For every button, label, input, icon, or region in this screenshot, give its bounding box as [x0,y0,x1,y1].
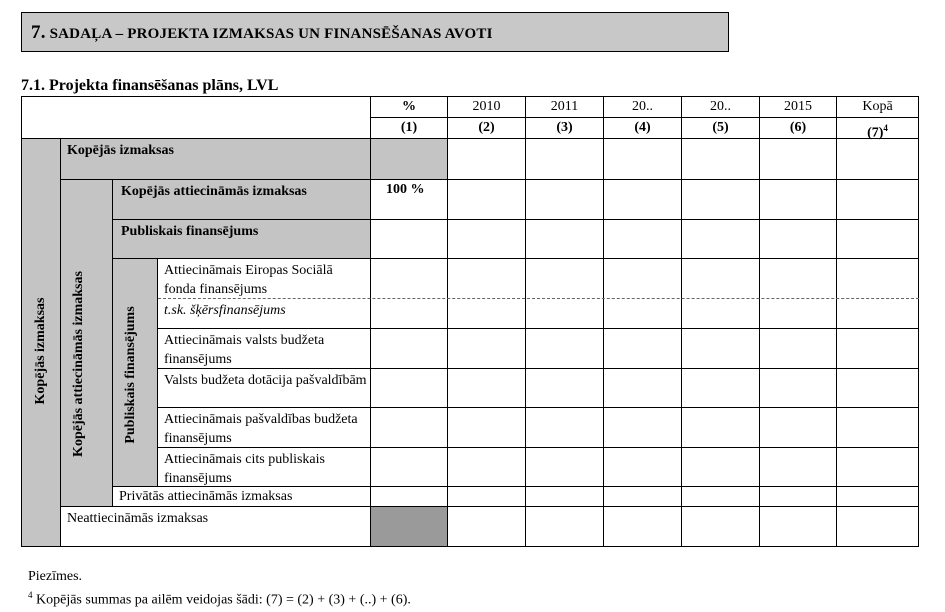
notes-heading: Piezīmes. [28,569,83,584]
row-total-eligible-pct: 100 % [371,180,448,220]
footnote-mark: 4 [28,590,33,600]
data-cell [526,220,604,259]
data-cell [604,408,682,448]
row-non-eligible-pct [371,507,448,547]
data-cell [760,259,837,329]
data-cell [448,369,526,408]
data-cell [682,139,760,180]
data-cell [526,369,604,408]
financing-plan-heading: 7.1. Projekta finansēšanas plāns, LVL [21,77,279,94]
data-cell [837,329,919,369]
middle-vertical-cell [61,180,113,507]
col-20b-header: 20.. [682,97,760,118]
data-cell [682,369,760,408]
data-cell [760,180,837,220]
data-cell [526,448,604,487]
col-5-index: (5) [682,118,760,139]
section-title-text: SADAĻA – PROJEKTA IZMAKSAS UN FINANSĒŠANAS AVOTI [49,26,493,42]
row-public-funding-pct [371,220,448,259]
col-2015-header: 2015 [760,97,837,118]
data-cell [604,220,682,259]
col-3-index: (3) [526,118,604,139]
data-cell [448,487,526,507]
data-cell [604,329,682,369]
inner-vertical-label: Publiskais finansējums [123,306,138,444]
data-cell [448,139,526,180]
notes [28,567,411,610]
data-cell [682,220,760,259]
row-state-budget-pct [371,329,448,369]
row-state-grant-pct [371,369,448,408]
data-cell [448,180,526,220]
row-esf-pct [371,259,448,329]
row-public-funding-label: Publiskais finansējums [113,220,371,259]
inner-vertical-cell [113,259,158,487]
data-cell [760,507,837,547]
data-cell [760,487,837,507]
outer-vertical-label: Kopējās izmaksas [33,297,48,405]
row-municipal-budget-pct [371,408,448,448]
row-state-budget-label: Attiecināmais valsts budžeta finansējums [158,329,371,369]
outer-vertical-cell [22,139,61,547]
financing-plan-table [21,96,919,547]
data-cell [760,220,837,259]
data-cell [526,507,604,547]
data-cell [604,369,682,408]
data-cell [526,139,604,180]
middle-vertical-label: Kopējās attiecināmās izmaksas [71,271,86,457]
cross-financing-separator [158,298,919,299]
col-2011-header: 2011 [526,97,604,118]
row-other-public-pct [371,448,448,487]
data-cell [682,507,760,547]
data-cell [604,448,682,487]
data-cell [682,487,760,507]
esf-text: Attiecināmais Eiropas Sociālā fonda finansējums [164,263,333,297]
row-other-public-label: Attiecināmais cits publiskais finansējums [158,448,371,487]
data-cell [837,139,919,180]
header-blank-cell [22,97,371,139]
data-cell [682,259,760,329]
data-cell [760,329,837,369]
data-cell [526,408,604,448]
col-20a-header: 20.. [604,97,682,118]
cross-financing-text: t.sk. šķērsfinansējums [164,303,286,318]
data-cell [604,259,682,329]
data-cell [448,507,526,547]
data-cell [604,507,682,547]
data-cell [604,139,682,180]
row-private-eligible-pct [371,487,448,507]
col-7-index: $(7)^4$ [837,118,919,139]
col-total-header: Kopā [837,97,919,118]
col-1-index: (1) [371,118,448,139]
data-cell [760,408,837,448]
data-cell [448,448,526,487]
col-6-index: (6) [760,118,837,139]
data-cell [682,329,760,369]
data-cell [760,448,837,487]
data-cell [837,259,919,329]
section-header [21,12,729,52]
footnote-4 [28,586,411,610]
row-municipal-budget-label: Attiecināmais pašvaldības budžeta finansējums [158,408,371,448]
row-non-eligible-label: Neattiecināmās izmaksas [61,507,371,547]
data-cell [837,448,919,487]
section-number: 7. [31,22,46,43]
data-cell [837,487,919,507]
data-cell [604,180,682,220]
row-total-costs-pct [371,139,448,180]
data-cell [837,220,919,259]
row-total-eligible-label: Kopējās attiecināmās izmaksas [113,180,371,220]
row-esf-label [158,259,371,329]
row-state-grant-label: Valsts budžeta dotācija pašvaldībām [158,369,371,408]
col-percent-header: % [371,97,448,118]
data-cell [760,369,837,408]
row-private-eligible-label: Privātās attiecināmās izmaksas [113,487,371,507]
data-cell [526,180,604,220]
data-cell [526,487,604,507]
data-cell [526,259,604,329]
row-total-costs-label: Kopējās izmaksas [61,139,371,180]
section-title [31,22,493,44]
data-cell [682,180,760,220]
data-cell [837,507,919,547]
data-cell [682,408,760,448]
data-cell [448,408,526,448]
data-cell [448,220,526,259]
data-cell [604,487,682,507]
data-cell [837,369,919,408]
data-cell [837,408,919,448]
data-cell [682,448,760,487]
col-2010-header: 2010 [448,97,526,118]
data-cell [837,180,919,220]
data-cell [760,139,837,180]
data-cell [448,329,526,369]
footnote-text: Kopējās summas pa ailēm veidojas šādi: (7) = (2) + (3) + (..) + (6). [32,592,411,608]
data-cell [526,329,604,369]
col-4-index: (4) [604,118,682,139]
col-2-index: (2) [448,118,526,139]
data-cell [448,259,526,329]
